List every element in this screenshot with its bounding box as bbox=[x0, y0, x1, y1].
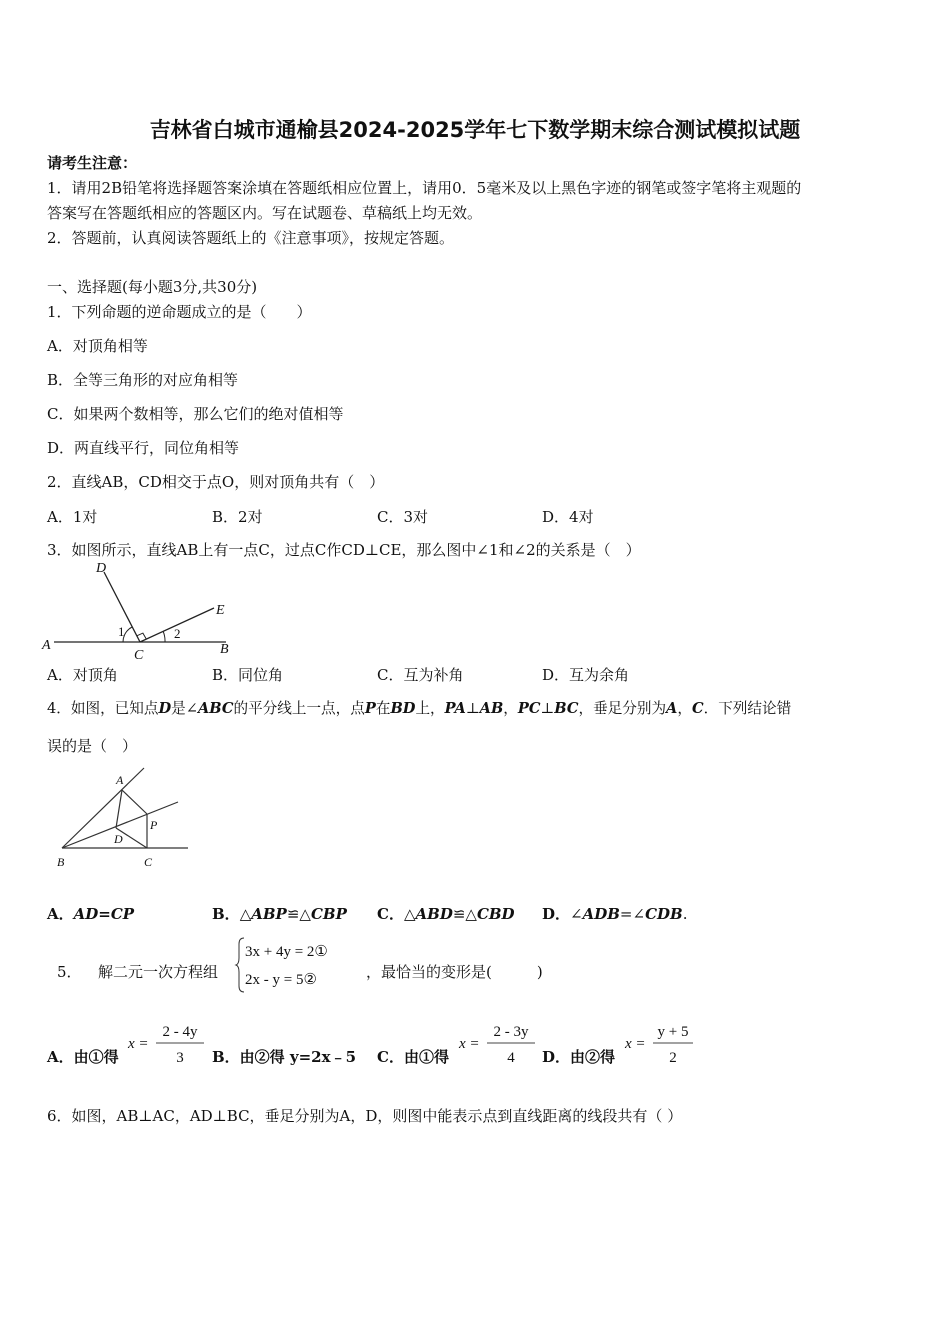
q5-option-c-formula bbox=[459, 1020, 539, 1068]
q4-option-d: D．∠ADB=∠CDB. bbox=[542, 905, 688, 923]
q1-option-a: A．对顶角相等 bbox=[47, 337, 148, 355]
q5-option-b: B．由②得 y=2x﹣5 bbox=[212, 1048, 357, 1066]
lhs: x = bbox=[459, 1036, 480, 1052]
label-b: B bbox=[220, 642, 229, 657]
q4-figure bbox=[50, 762, 195, 874]
q1-option-d: D．两直线平行，同位角相等 bbox=[47, 439, 240, 457]
numerator: 2 - 3y bbox=[493, 1024, 529, 1040]
section-heading: 一、选择题(每小题3分,共30分) bbox=[47, 278, 258, 296]
q5-option-d-label: D．由②得 bbox=[542, 1048, 616, 1066]
page-title: 吉林省白城市通榆县2024-2025学年七下数学期末综合测试模拟试题 bbox=[149, 118, 801, 142]
label-angle-1: 1 bbox=[118, 624, 125, 639]
notice-line-1: 1．请用2B铅笔将选择题答案涂填在答题纸相应位置上，请用0．5毫米及以上黑色字迹的钢笔或签字笔将主观题的 bbox=[47, 179, 802, 197]
q5-option-d-formula bbox=[625, 1020, 697, 1068]
q1-stem: 1．下列命题的逆命题成立的是（ ） bbox=[47, 303, 312, 321]
denominator: 4 bbox=[507, 1050, 515, 1066]
q1-option-b: B．全等三角形的对应角相等 bbox=[47, 371, 239, 389]
q2-option-c: C．3对 bbox=[377, 508, 429, 526]
label-d: D bbox=[96, 561, 107, 576]
label-angle-2: 2 bbox=[174, 626, 181, 641]
numerator: y + 5 bbox=[657, 1024, 689, 1040]
notice-line-2: 答案写在答题纸相应的答题区内。写在试题卷、草稿纸上均无效。 bbox=[47, 204, 483, 222]
q5-equation-system bbox=[236, 936, 366, 996]
lhs: x = bbox=[625, 1036, 646, 1052]
equation-2: 2x - y = 5② bbox=[245, 972, 317, 988]
notice-line-3: 2．答题前，认真阅读答题纸上的《注意事项》，按规定答题。 bbox=[47, 229, 455, 247]
q5-stem: 解二元一次方程组 bbox=[98, 963, 219, 981]
q3-option-b: B．同位角 bbox=[212, 666, 284, 684]
label-d: D bbox=[114, 832, 123, 846]
q4-stem-line-1: 4．如图，已知点D是∠ABC的平分线上一点，点P在BD上，PA⊥AB，PC⊥BC，垂足分别为A，C．下列结论错 bbox=[47, 700, 792, 717]
q5-stem-tail: ，最恰当的变形是( ) bbox=[366, 963, 543, 981]
q4-option-c: C．△ABD≌△CBD bbox=[377, 905, 515, 923]
line-ba bbox=[62, 768, 144, 848]
q1-option-c: C．如果两个数相等，那么它们的绝对值相等 bbox=[47, 405, 344, 423]
q2-option-b: B．2对 bbox=[212, 508, 263, 526]
label-e: E bbox=[216, 603, 225, 618]
q3-figure bbox=[40, 556, 240, 662]
brace-icon bbox=[236, 938, 244, 992]
q6-stem: 6．如图，AB⊥AC，AD⊥BC，垂足分别为A，D，则图中能表示点到直线距离的线段共有（ ） bbox=[47, 1107, 683, 1125]
q3-option-c: C．互为补角 bbox=[377, 666, 464, 684]
angle-2-arc bbox=[163, 631, 165, 642]
denominator: 3 bbox=[176, 1050, 184, 1066]
label-a: A bbox=[116, 773, 124, 787]
notice-heading: 请考生注意： bbox=[47, 154, 138, 172]
label-a: A bbox=[42, 638, 51, 653]
q3-stem: 3．如图所示，直线AB上有一点C，过点C作CD⊥CE，那么图中∠1和∠2的关系是（ ） bbox=[47, 541, 641, 559]
q4-option-b: B．△ABP≌△CBP bbox=[212, 905, 347, 923]
q4-option-a: A．AD=CP bbox=[47, 905, 135, 923]
q2-option-d: D．4对 bbox=[542, 508, 594, 526]
denominator: 2 bbox=[669, 1050, 677, 1066]
label-c: C bbox=[134, 648, 144, 663]
q2-stem: 2．直线AB，CD相交于点O，则对顶角共有（ ） bbox=[47, 473, 385, 491]
q5-option-c-label: C．由①得 bbox=[377, 1048, 449, 1066]
line-ad bbox=[116, 790, 122, 828]
label-b: B bbox=[57, 855, 65, 869]
q5-number: 5． bbox=[57, 963, 82, 981]
line-ap bbox=[122, 790, 147, 814]
equation-1: 3x + 4y = 2① bbox=[245, 944, 328, 960]
numerator: 2 - 4y bbox=[162, 1024, 198, 1040]
q3-option-d: D．互为余角 bbox=[542, 666, 630, 684]
lhs: x = bbox=[128, 1036, 149, 1052]
q4-stem-line-2: 误的是（ ） bbox=[47, 737, 138, 755]
q3-option-a: A．对顶角 bbox=[47, 666, 118, 684]
q5-option-a-label: A．由①得 bbox=[47, 1048, 119, 1066]
q5-option-a-formula bbox=[128, 1020, 208, 1068]
label-c: C bbox=[144, 855, 153, 869]
label-p: P bbox=[150, 818, 158, 832]
q2-option-a: A．1对 bbox=[47, 508, 98, 526]
